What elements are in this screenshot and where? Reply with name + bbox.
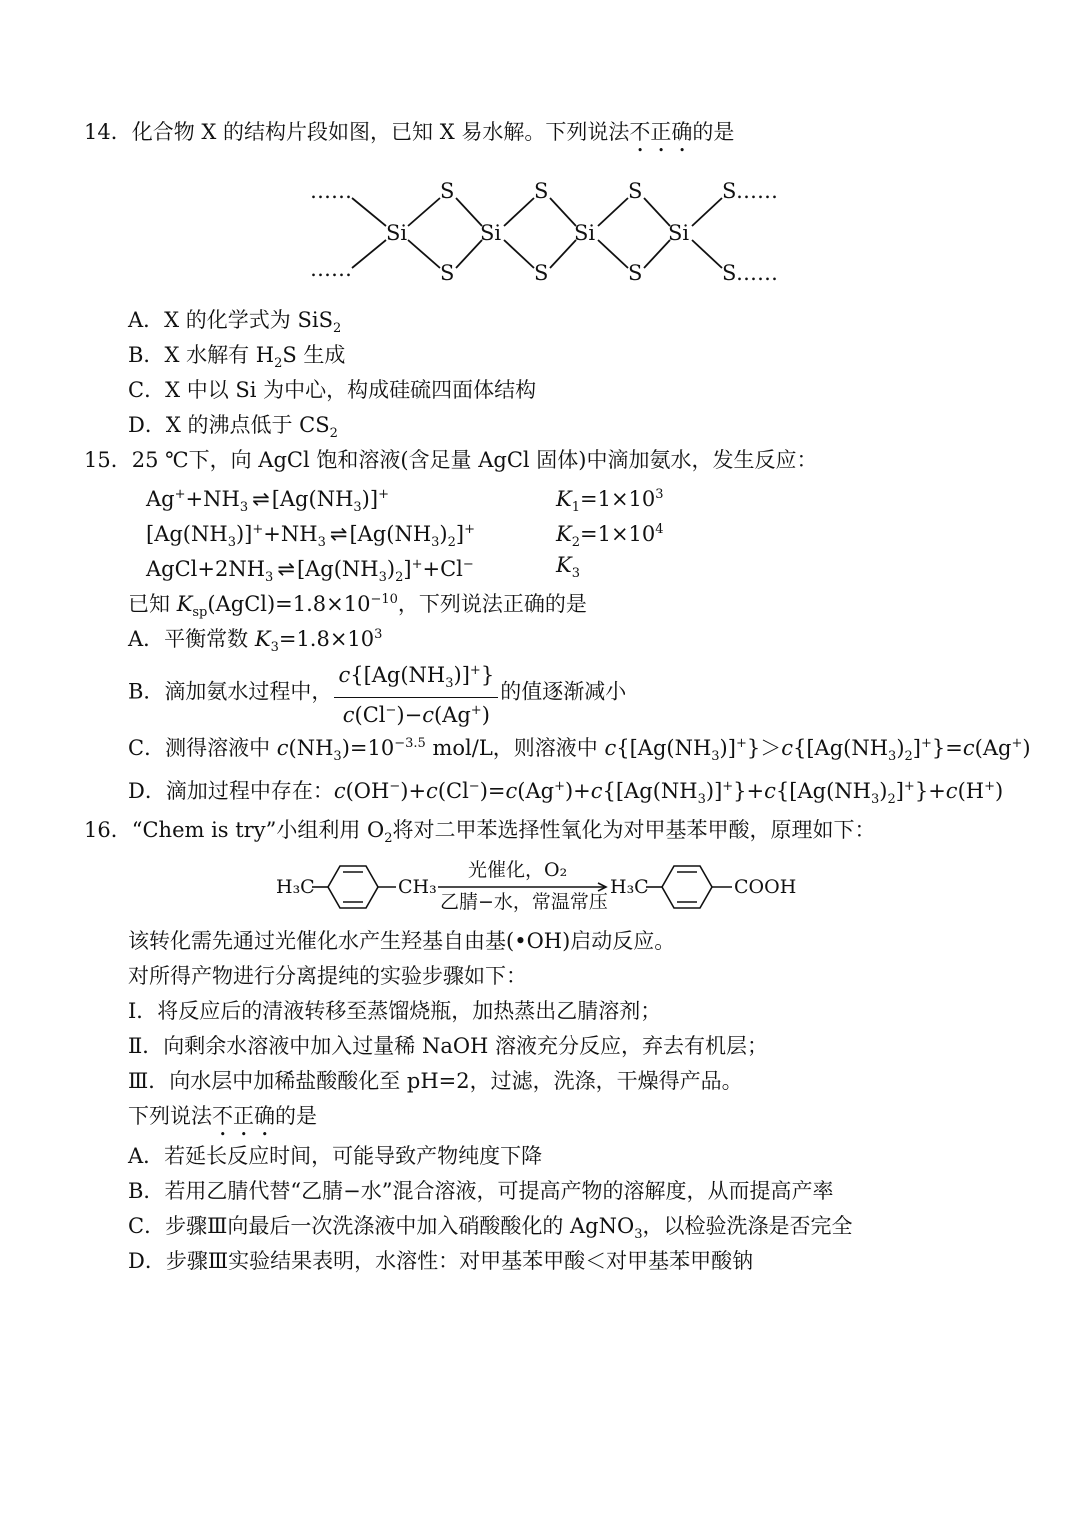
- q14-option-b: B．X 水解有 $H_2S$ 生成: [128, 343, 346, 372]
- q14-si-3: Si: [574, 221, 596, 245]
- q16-option-d: D．步骤Ⅲ实验结果表明，水溶性：对甲基苯甲酸＜对甲基苯甲酸钠: [128, 1249, 754, 1273]
- q14-s-1: S: [440, 179, 455, 203]
- q15-k3: $K_3$: [556, 553, 580, 582]
- q14-option-d: D．X 的沸点低于 $CS_2$: [128, 413, 338, 442]
- q16-product-right: COOH: [734, 876, 797, 898]
- q16-number: 16．: [84, 818, 132, 842]
- q15-k2: $K_2=1\times 10^4$: [556, 522, 664, 551]
- q16-option-b: B．若用乙腈代替“乙腈−水”混合溶液，可提高产物的溶解度，从而提高产率: [128, 1179, 834, 1203]
- q15-option-b: B．滴加氨水过程中， $\frac{c\{[Ag(NH_3)]^+\}}{c(Cl^-)-c(Ag^+)}$ 的值逐渐减小: [128, 658, 626, 718]
- q15-stem-text: 25 ℃下，向 AgCl 饱和溶液(含足量 AgCl 固体)中滴加氨水，发生反应：: [131, 448, 818, 472]
- q16-step-2: Ⅱ．向剩余水溶液中加入过量稀 NaOH 溶液充分反应，弃去有机层；: [128, 1034, 769, 1058]
- q14-number: 14．: [84, 120, 132, 144]
- q15-reaction-1: $Ag^++NH_3$ ⇌ $[Ag(NH_3)]^+$: [146, 487, 389, 516]
- q14-ellipsis-bottom-right: ……: [736, 261, 778, 285]
- q14-stem-emph: 不正确: [629, 120, 693, 144]
- q16-body-1: 该转化需先通过光催化水产生羟基自由基(•OH)启动反应。: [128, 929, 676, 953]
- q15-k1: $K_1=1\times 10^3$: [556, 487, 664, 516]
- q16-step-1: Ⅰ．将反应后的清液转移至蒸馏烧瓶，加热蒸出乙腈溶剂；: [128, 999, 662, 1023]
- q16-option-a: A．若延长反应时间，可能导致产物纯度下降: [128, 1144, 543, 1168]
- q16-reactant-left: H₃C: [276, 876, 315, 898]
- q14-s-2: S: [440, 261, 455, 285]
- q16-cond-bottom: 乙腈−水，常温常压: [440, 891, 608, 913]
- q14-stem-before: 化合物 X 的结构片段如图，已知 X 易水解。下列说法: [131, 120, 630, 144]
- q15-ksp-line: 已知 $K_{sp}(AgCl)=1.8\times 10^{-10}$，下列说法正确的是: [128, 592, 587, 621]
- q16-option-c: C．步骤Ⅲ向最后一次洗涤液中加入硝酸酸化的 AgNO$_3$，以检验洗涤是否完全: [128, 1214, 853, 1243]
- q16-product-left: H₃C: [610, 876, 649, 898]
- q15-reaction-2: $[Ag(NH_3)]^++NH_3$ ⇌ $[Ag(NH_3)_2]^+$: [146, 522, 476, 551]
- q14-s-8: S: [722, 261, 737, 285]
- q16-reaction-scheme: [272, 852, 812, 918]
- q14-si-1: Si: [386, 221, 408, 245]
- q16-step-3: Ⅲ．向水层中加稀盐酸酸化至 pH=2，过滤，洗涤，干燥得产品。: [128, 1069, 743, 1093]
- q14-ellipsis-top-right: ……: [736, 179, 778, 203]
- q15-option-d: D．滴加过程中存在：$c(OH^-)+c(Cl^-)=c(Ag^+)+c\{[Ag(NH_3)]^+\}+c\{[Ag(NH_3)_2]^+\}+c(H^+)$: [128, 779, 1004, 808]
- q16-ask: 下列说法不正确的是: [128, 1104, 317, 1128]
- q15-number: 15．: [84, 448, 132, 472]
- q15-option-a: A．平衡常数 $K_3=1.8\times 10^3$: [128, 627, 383, 656]
- q16-body-2: 对所得产物进行分离提纯的实验步骤如下：: [128, 964, 527, 988]
- q16-stem: 16．“Chem is try”小组利用 $O_2$将对二甲苯选择性氧化为对甲基苯甲酸，原理如下：: [84, 818, 876, 847]
- q14-stem-after: 的是: [692, 120, 735, 144]
- q14-s-4: S: [534, 261, 549, 285]
- q16-ask-emph: 不正确: [212, 1104, 275, 1128]
- q15-option-c: C．测得溶液中 $c(NH_3)=10^{-3.5}$ mol/L，则溶液中 $c\{[Ag(NH_3)]^+\}>c\{[Ag(NH_3)_2]^+\}=c(Ag^+)$: [128, 736, 1031, 765]
- q14-s-5: S: [628, 179, 643, 203]
- q14-s-6: S: [628, 261, 643, 285]
- q14-s-7: S: [722, 179, 737, 203]
- q14-stem: [84, 118, 734, 157]
- q14-si-4: Si: [668, 221, 690, 245]
- q16-cond-top: 光催化，O₂: [468, 859, 568, 881]
- q14-structure-diagram: [300, 170, 800, 290]
- q15-stem: [84, 446, 818, 474]
- q14-option-a: A．X 的化学式为 SiS$_2$: [128, 308, 342, 337]
- q16-reactant-right: CH₃: [398, 876, 437, 898]
- q14-option-c: C．X 中以 Si 为中心，构成硅硫四面体结构: [128, 378, 537, 402]
- q15-option-b-fraction: $\frac{c\{[Ag(NH_3)]^+\}}{c(Cl^-)-c(Ag^+)}$: [334, 658, 498, 728]
- q14-ellipsis-bottom-left: ……: [310, 257, 352, 281]
- q15-reaction-3: $AgCl+2NH_3$ ⇌ $[Ag(NH_3)_2]^++Cl^-$: [146, 557, 474, 586]
- q14-s-3: S: [534, 179, 549, 203]
- q14-si-2: Si: [480, 221, 502, 245]
- q14-ellipsis-top-left: ……: [310, 179, 352, 203]
